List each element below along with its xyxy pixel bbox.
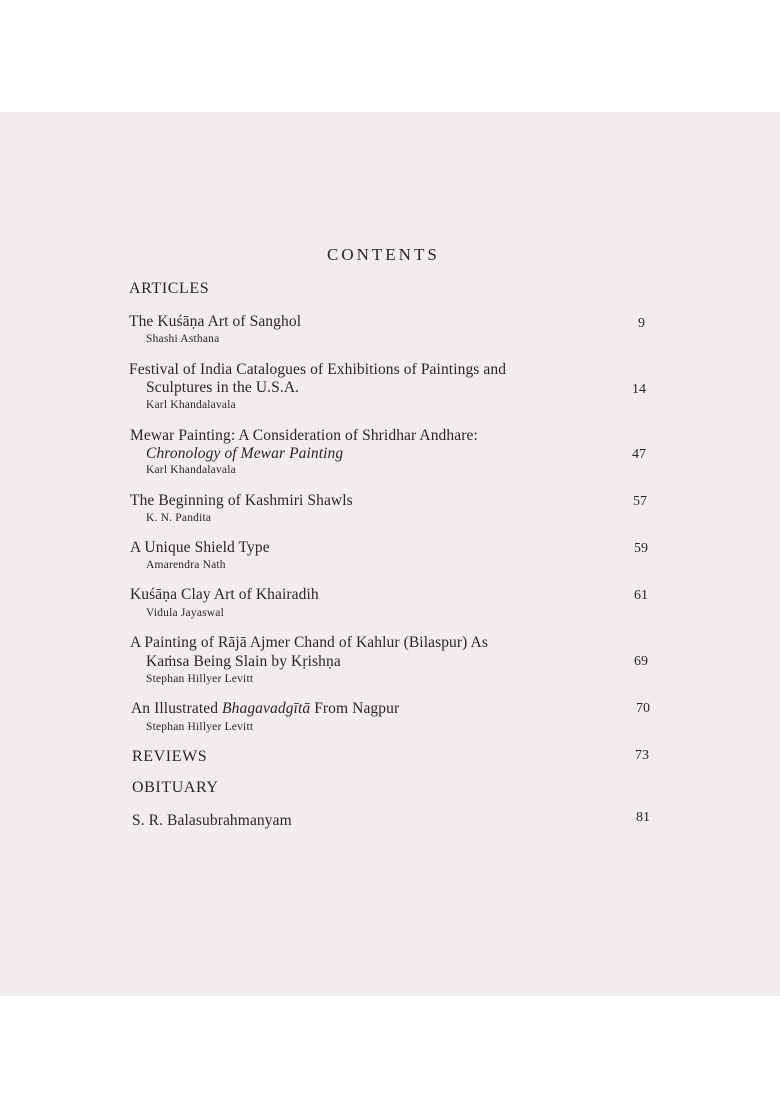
entry-title: The Beginning of Kashmiri Shawls bbox=[130, 492, 353, 509]
entry-author: Karl Khandalavala bbox=[146, 464, 236, 476]
entry-page-number: 47 bbox=[632, 447, 646, 462]
entry-title-italic: Bhagavadgītā bbox=[222, 700, 311, 717]
entry-title-line2: Kaṁsa Being Slain by Kṛishṇa bbox=[146, 653, 341, 670]
section-reviews: REVIEWS bbox=[132, 748, 208, 765]
entry-title: Kuśāṇa Clay Art of Khairadih bbox=[130, 586, 319, 603]
entry-author: Amarendra Nath bbox=[146, 559, 226, 571]
entry-title-post: From Nagpur bbox=[310, 700, 400, 717]
entry-title: A Unique Shield Type bbox=[130, 539, 270, 556]
entry-page-number: 61 bbox=[634, 588, 648, 603]
entry-author: Vidula Jayaswal bbox=[146, 607, 224, 619]
entry-title-line1: Festival of India Catalogues of Exhibitions of Paintings and bbox=[129, 361, 507, 378]
entry-page-number: 59 bbox=[634, 541, 648, 556]
contents-heading: CONTENTS bbox=[327, 245, 440, 264]
entry-title-line2: Chronology of Mewar Painting bbox=[146, 445, 344, 462]
entry-title: The Kuśāṇa Art of Sanghol bbox=[129, 313, 302, 330]
section-articles: ARTICLES bbox=[129, 280, 210, 297]
entry-title bbox=[131, 700, 399, 718]
reviews-page-number: 73 bbox=[635, 748, 649, 763]
entry-author: Stephan Hillyer Levitt bbox=[146, 721, 254, 733]
obituary-page-number: 81 bbox=[636, 810, 650, 825]
entry-page-number: 57 bbox=[633, 494, 647, 509]
obituary-name: S. R. Balasubrahmanyam bbox=[132, 812, 292, 829]
section-obituary: OBITUARY bbox=[132, 779, 219, 796]
entry-author: K. N. Pandita bbox=[146, 512, 212, 524]
entry-page-number: 14 bbox=[632, 382, 646, 397]
entry-author: Stephan Hillyer Levitt bbox=[146, 673, 254, 685]
entry-page-number: 70 bbox=[636, 701, 650, 716]
entry-author: Karl Khandalavala bbox=[146, 399, 236, 411]
entry-title-line2: Sculptures in the U.S.A. bbox=[146, 379, 300, 396]
entry-title-line1: Mewar Painting: A Consideration of Shridhar Andhare: bbox=[130, 427, 478, 444]
entry-title-pre: An Illustrated bbox=[131, 700, 223, 717]
entry-title-line1: A Painting of Rājā Ajmer Chand of Kahlur (Bilaspur) As bbox=[130, 634, 488, 651]
entry-page-number: 69 bbox=[634, 654, 648, 669]
entry-author: Shashi Asthana bbox=[146, 333, 220, 345]
entry-page-number: 9 bbox=[638, 316, 645, 331]
